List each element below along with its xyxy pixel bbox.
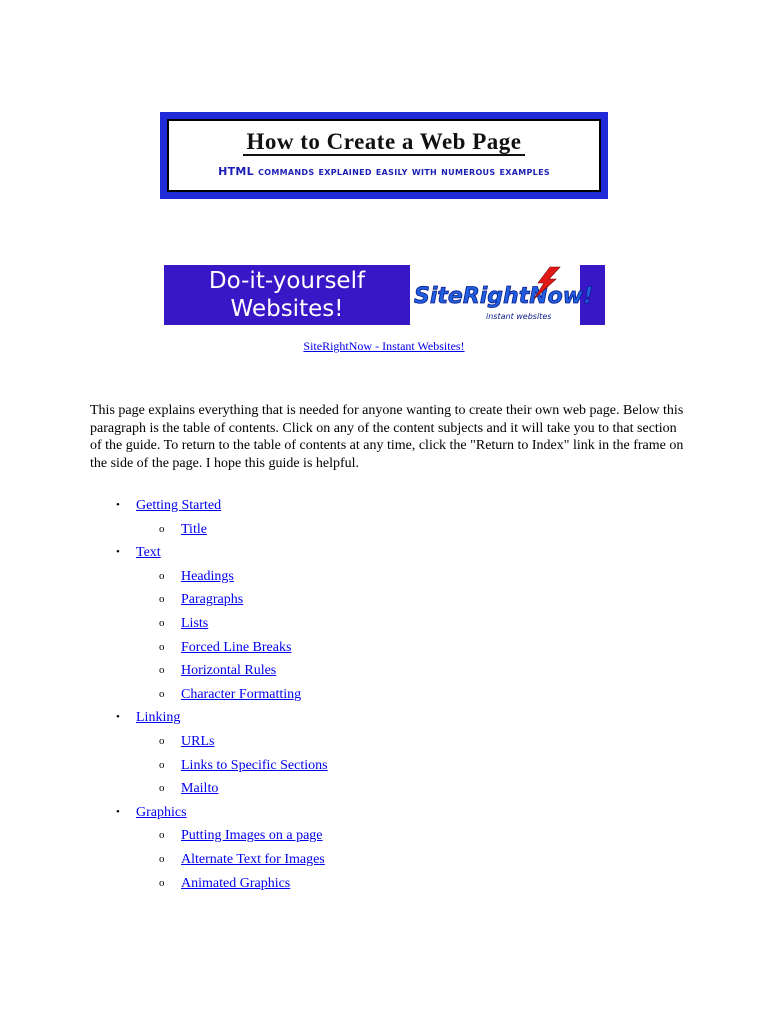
circle-bullet-icon: o	[159, 829, 165, 842]
toc-link-lists[interactable]: Lists	[181, 615, 209, 631]
toc-sublist	[136, 565, 690, 707]
toc-section-text	[90, 541, 690, 706]
toc-section-graphics	[90, 801, 690, 895]
toc-link-character-formatting[interactable]: Character Formatting	[181, 686, 302, 702]
bullet-icon: •	[116, 546, 120, 559]
toc-item	[90, 872, 690, 896]
toc-item	[90, 777, 690, 801]
toc-link-urls[interactable]: URLs	[181, 733, 215, 749]
toc-link-horizontal-rules[interactable]: Horizontal Rules	[181, 663, 277, 679]
circle-bullet-icon: o	[159, 734, 165, 747]
toc-section-linking	[90, 706, 690, 800]
circle-bullet-icon: o	[159, 664, 165, 677]
toc-section-getting-started	[90, 494, 690, 541]
toc-sublist	[136, 730, 690, 801]
logo-text: SiteRightNow!	[414, 284, 594, 309]
ad-link[interactable]: SiteRightNow - Instant Websites!	[303, 339, 465, 353]
toc-link-headings[interactable]: Headings	[181, 568, 234, 584]
toc-item	[90, 848, 690, 872]
circle-bullet-icon: o	[159, 876, 165, 889]
toc-item	[90, 636, 690, 660]
ad-link-container	[0, 339, 768, 354]
toc-link-title[interactable]: Title	[181, 521, 207, 537]
toc-link-getting-started[interactable]: Getting Started	[136, 498, 222, 513]
ad-banner[interactable]	[164, 265, 605, 325]
table-of-contents	[90, 494, 690, 895]
ad-banner-line2: Websites!	[230, 296, 344, 322]
circle-bullet-icon: o	[159, 782, 165, 795]
circle-bullet-icon: o	[159, 687, 165, 700]
toc-item	[90, 754, 690, 778]
toc-link-mailto[interactable]: Mailto	[181, 781, 219, 797]
toc-link-specific-sections[interactable]: Links to Specific Sections	[181, 757, 328, 773]
siterightnow-logo	[410, 265, 605, 325]
page-subtitle	[169, 165, 599, 178]
toc-link-putting-images[interactable]: Putting Images on a page	[181, 828, 323, 844]
intro-paragraph: This page explains everything that is needed for anyone wanting to create their own web page. Below this paragraph is the table of contents. Click on any of the content subjects and it will take you to that section of the guide. To return to the table of contents at any time, click the "Return to Index" link in the frame on the side of the page. I hope this guide is helpful.	[90, 403, 684, 471]
toc-item	[90, 824, 690, 848]
logo-tagline: instant websites	[486, 312, 552, 321]
title-banner	[160, 112, 608, 199]
toc-link-graphics[interactable]: Graphics	[136, 804, 187, 820]
circle-bullet-icon: o	[159, 616, 165, 629]
ad-banner-line1: Do-it-yourself	[208, 268, 366, 294]
toc-item	[90, 612, 690, 636]
toc-link-linking[interactable]: Linking	[136, 710, 181, 726]
toc-item	[90, 518, 690, 542]
circle-bullet-icon: o	[159, 593, 165, 606]
ad-banner-logo-area	[410, 265, 605, 325]
bullet-icon: •	[116, 805, 120, 818]
circle-bullet-icon: o	[159, 522, 165, 535]
page-subtitle-prefix: HTML	[218, 165, 254, 178]
toc-item	[90, 565, 690, 589]
ad-banner-text	[164, 265, 410, 325]
toc-item	[90, 730, 690, 754]
toc-item	[90, 659, 690, 683]
page-subtitle-rest: commands explained easily with numerous examples	[258, 165, 550, 178]
bullet-icon: •	[116, 499, 120, 511]
toc-item	[90, 683, 690, 707]
title-banner-inner	[167, 119, 601, 192]
bullet-icon: •	[116, 711, 120, 724]
toc-link-animated-graphics[interactable]: Animated Graphics	[181, 875, 291, 891]
page-title: How to Create a Web Page	[243, 130, 526, 156]
toc-sublist	[136, 518, 690, 542]
circle-bullet-icon: o	[159, 640, 165, 653]
toc-link-paragraphs[interactable]: Paragraphs	[181, 592, 244, 608]
toc-sublist	[136, 824, 690, 895]
toc-item	[90, 588, 690, 612]
circle-bullet-icon: o	[159, 569, 165, 582]
circle-bullet-icon: o	[159, 852, 165, 865]
circle-bullet-icon: o	[159, 758, 165, 771]
toc-link-alternate-text[interactable]: Alternate Text for Images	[181, 851, 325, 867]
toc-link-forced-line-breaks[interactable]: Forced Line Breaks	[181, 639, 292, 655]
toc-link-text[interactable]: Text	[136, 545, 161, 561]
toc-list	[90, 494, 690, 895]
